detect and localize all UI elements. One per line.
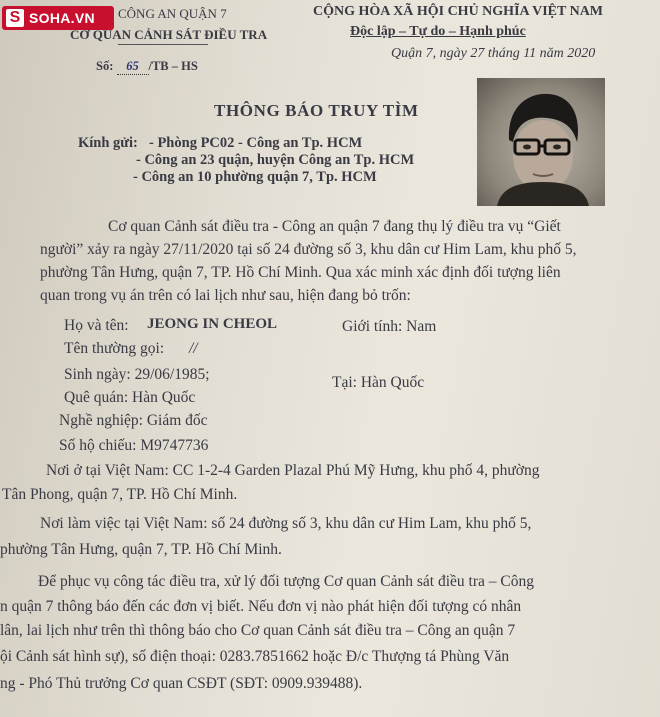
suspect-name: JEONG IN CHEOL [147,316,278,332]
residence-line-1: Nơi ở tại Việt Nam: CC 1-2-4 Garden Plazal Phú Mỹ Hưng, khu phố 4, phường [46,462,540,479]
number-suffix: /TB – HS [148,59,198,73]
number-label: Số: [96,59,114,73]
recipient-label: Kính gửi: [78,135,138,151]
workplace-line-2: phường Tân Hưng, quận 7, TP. Hồ Chí Minh. [0,541,282,558]
closing-line-2: n quận 7 thông báo đến các đơn vị biết. Nếu đơn vị nào phát hiện đối tượng có nhân [0,598,522,615]
date-of-birth: Sinh ngày: 29/06/1985; [64,366,210,383]
recipient-3: - Công an 10 phường quận 7, Tp. HCM [133,169,377,185]
residence-line-2: Tân Phong, quận 7, TP. Hồ Chí Minh. [2,486,238,503]
intro-line-2: người” xảy ra ngày 27/11/2020 tại số 24 đường số 3, khu dân cư Him Lam, khu phố 5, [40,241,577,258]
hometown: Quê quán: Hàn Quốc [64,389,196,406]
closing-line-3: lân, lai lịch như trên thì thông báo cho Cơ quan Cảnh sát điều tra – Công an quận 7 [0,622,516,639]
closing-line-4: ội Cảnh sát hình sự), số điện thoại: 0283.7851662 hoặc Đ/c Thượng tá Phùng Văn [0,648,510,665]
country-name: CỘNG HÒA XÃ HỘI CHỦ NGHĨA VIỆT NAM [313,4,604,19]
unit-name: CƠ QUAN CẢNH SÁT ĐIỀU TRA [70,27,268,42]
birthplace: Tại: Hàn Quốc [332,374,425,391]
occupation: Nghề nghiệp: Giám đốc [59,412,208,429]
watermark-text: SOHA.VN [29,10,95,26]
soha-logo-icon: S [6,9,24,27]
passport-number: Số hộ chiếu: M9747736 [59,437,209,454]
document-title: THÔNG BÁO TRUY TÌM [214,101,419,120]
closing-line-1: Để phục vụ công tác điều tra, xử lý đối tượng Cơ quan Cảnh sát điều tra – Công [38,573,534,590]
intro-line-4: quan trong vụ án trên có lai lịch như sau, hiện đang bỏ trốn: [40,287,411,304]
name-label: Họ và tên: [64,317,129,334]
intro-line-3: phường Tân Hưng, quận 7, TP. Hồ Chí Minh. Qua xác minh xác định đối tượng liên [40,264,561,281]
recipient-1: - Phòng PC02 - Công an Tp. HCM [149,135,363,151]
intro-line-1: Cơ quan Cảnh sát điều tra - Công an quận 7 đang thụ lý điều tra vụ “Giết [108,218,561,235]
alias-label: Tên thường gọi: [64,340,165,357]
closing-line-5: ng - Phó Thủ trưởng Cơ quan CSĐT (SĐT: 0909.939488). [0,675,363,692]
agency-name: CÔNG AN QUẬN 7 [118,6,227,21]
header-rule [118,44,208,45]
gender: Giới tính: Nam [342,318,437,335]
national-motto: Độc lập – Tự do – Hạnh phúc [350,24,526,39]
alias-value: // [189,340,198,357]
recipient-2: - Công an 23 quận, huyện Công an Tp. HCM [136,152,415,168]
document-number [96,59,198,75]
number-value: 65 [117,59,149,75]
suspect-portrait-photo-icon [477,78,605,206]
date-line: Quận 7, ngày 27 tháng 11 năm 2020 [391,46,596,61]
workplace-line-1: Nơi làm việc tại Việt Nam: số 24 đường số 3, khu dân cư Him Lam, khu phố 5, [40,515,532,532]
